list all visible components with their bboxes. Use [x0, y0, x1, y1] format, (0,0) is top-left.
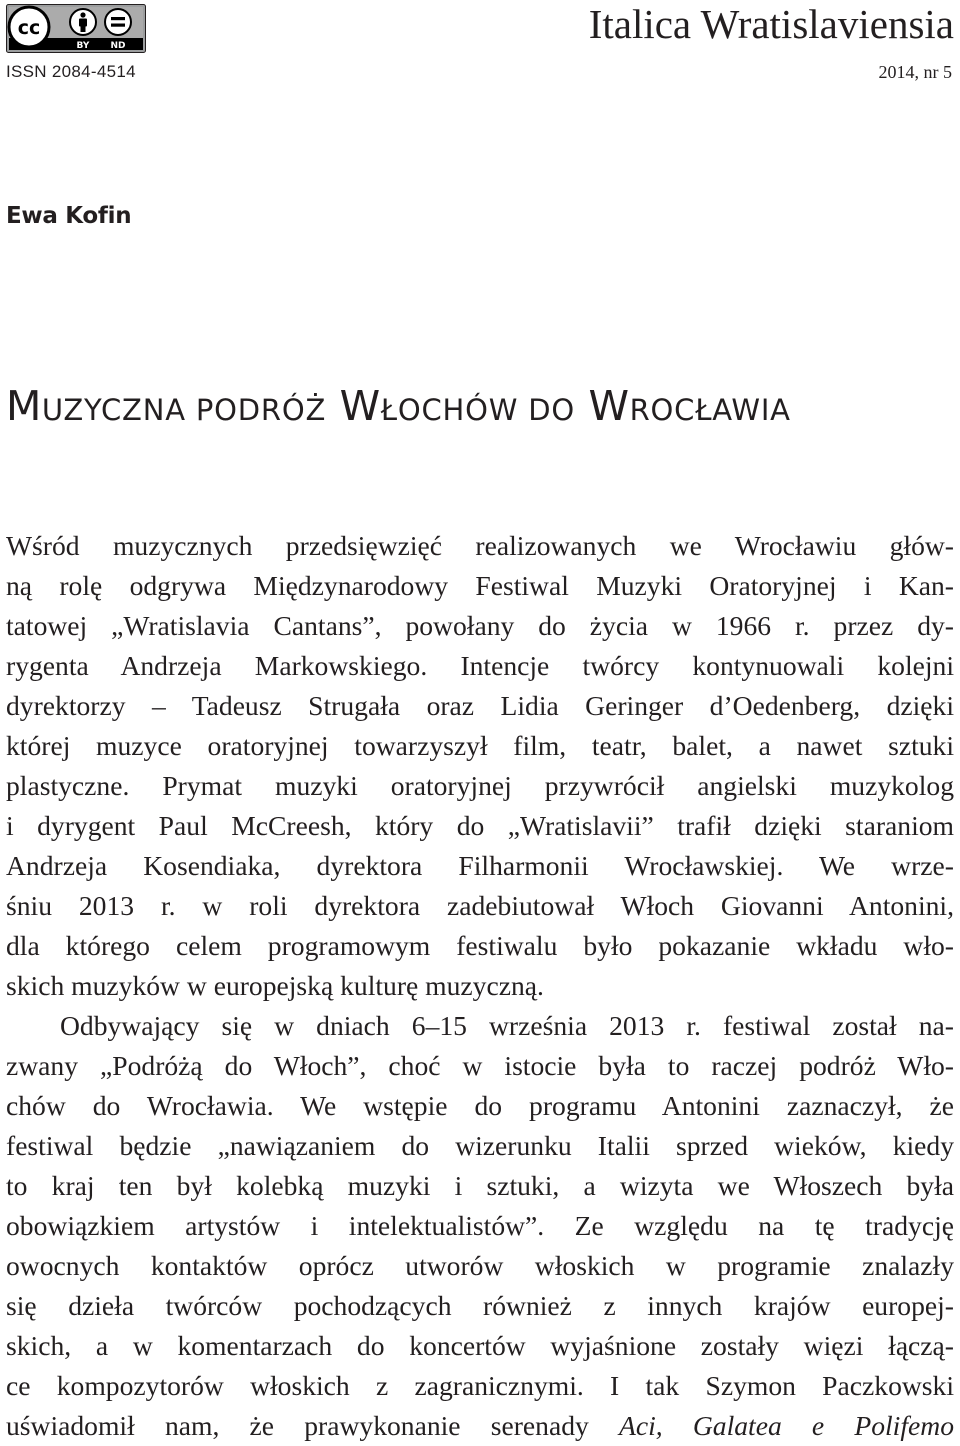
text-line: rygenta Andrzeja Markowskiego. Intencje twórcy kontynuowali kolejni — [6, 650, 954, 681]
title-cap: W — [574, 382, 630, 430]
text-line: skich, a w komentarzach do koncertów wyjaśnione zostały więzi łączą- — [6, 1330, 954, 1361]
text-line: i dyrygent Paul McCreesh, który do „Wratislavii” trafił dzięki staraniom — [6, 810, 954, 841]
text-line: plastyczne. Prymat muzyki oratoryjnej przywrócił angielski muzykolog — [6, 770, 954, 801]
text-line: się dzieła twórców pochodzących również z innych krajów europej- — [6, 1290, 954, 1321]
italic-work-title: Aci, Galatea e Polifemo — [618, 1410, 954, 1441]
text-line: Andrzeja Kosendiaka, dyrektora Filharmonii Wrocławskiej. We wrze- — [6, 850, 954, 881]
text-line: festiwal będzie „nawiązaniem do wizerunku Italii sprzed wieków, kiedy — [6, 1130, 954, 1161]
article-title — [6, 381, 791, 435]
text-line: której muzyce oratoryjnej towarzyszył film, teatr, balet, a nawet sztuki — [6, 730, 954, 761]
text-run: uświadomił nam, że prawykonanie serenady — [6, 1410, 619, 1441]
text-line — [6, 1406, 954, 1446]
journal-title: Italica Wratislaviensia — [588, 1, 954, 47]
text-line: ce kompozytorów włoskich z zagranicznymi. I tak Szymon Paczkowski — [6, 1370, 954, 1401]
text-line: śniu 2013 r. w roli dyrektora zadebiutował Włoch Giovanni Antonini, — [6, 890, 954, 921]
article-author: Ewa Kofin — [6, 203, 132, 229]
title-cap: W — [326, 382, 381, 430]
title-rest: ROCŁAWIA — [629, 393, 791, 427]
text-line: owocnych kontaktów oprócz utworów włoskich w programie znalazły — [6, 1250, 954, 1281]
text-line: ną rolę odgrywa Międzynarodowy Festiwal Muzyki Oratoryjnej i Kan- — [6, 570, 954, 601]
svg-text:BY: BY — [76, 41, 90, 51]
svg-text:ND: ND — [110, 41, 126, 51]
text-line: tatowej „Wratislavia Cantans”, powołany do życia w 1966 r. przez dy- — [6, 610, 954, 641]
text-line: obowiązkiem artystów i intelektualistów”. Ze względu na tę tradycję — [6, 1210, 954, 1241]
text-line: dyrektorzy – Tadeusz Strugała oraz Lidia Geringer d’Oedenberg, dzięki — [6, 690, 954, 721]
title-rest: UZYCZNA PODRÓŻ — [41, 393, 327, 427]
text-line: dla którego celem programowym festiwalu było pokazanie wkładu wło- — [6, 930, 954, 961]
svg-text:cc: cc — [17, 17, 41, 39]
issn-label: ISSN 2084-4514 — [6, 62, 136, 81]
title-cap: M — [6, 382, 42, 430]
issue-number: 2014, nr 5 — [878, 62, 952, 82]
cc-by-nd-license-icon — [6, 4, 146, 53]
text-line: Wśród muzycznych przedsięwzięć realizowanych we Wrocławiu głów- — [6, 530, 954, 561]
text-line: chów do Wrocławia. We wstępie do programu Antonini zaznaczył, że — [6, 1090, 954, 1121]
article-body — [6, 526, 954, 1446]
text-line: zwany „Podróżą do Włoch”, choć w istocie była to raczej podróż Wło- — [6, 1050, 954, 1081]
text-line: Odbywający się w dniach 6–15 września 2013 r. festiwal został na- — [60, 1010, 954, 1041]
title-rest: ŁOCHÓW DO — [380, 393, 575, 427]
text-line: skich muzyków w europejską kulturę muzyczną. — [6, 970, 544, 1001]
text-line: to kraj ten był kolebką muzyki i sztuki, a wizyta we Włoszech była — [6, 1170, 954, 1201]
